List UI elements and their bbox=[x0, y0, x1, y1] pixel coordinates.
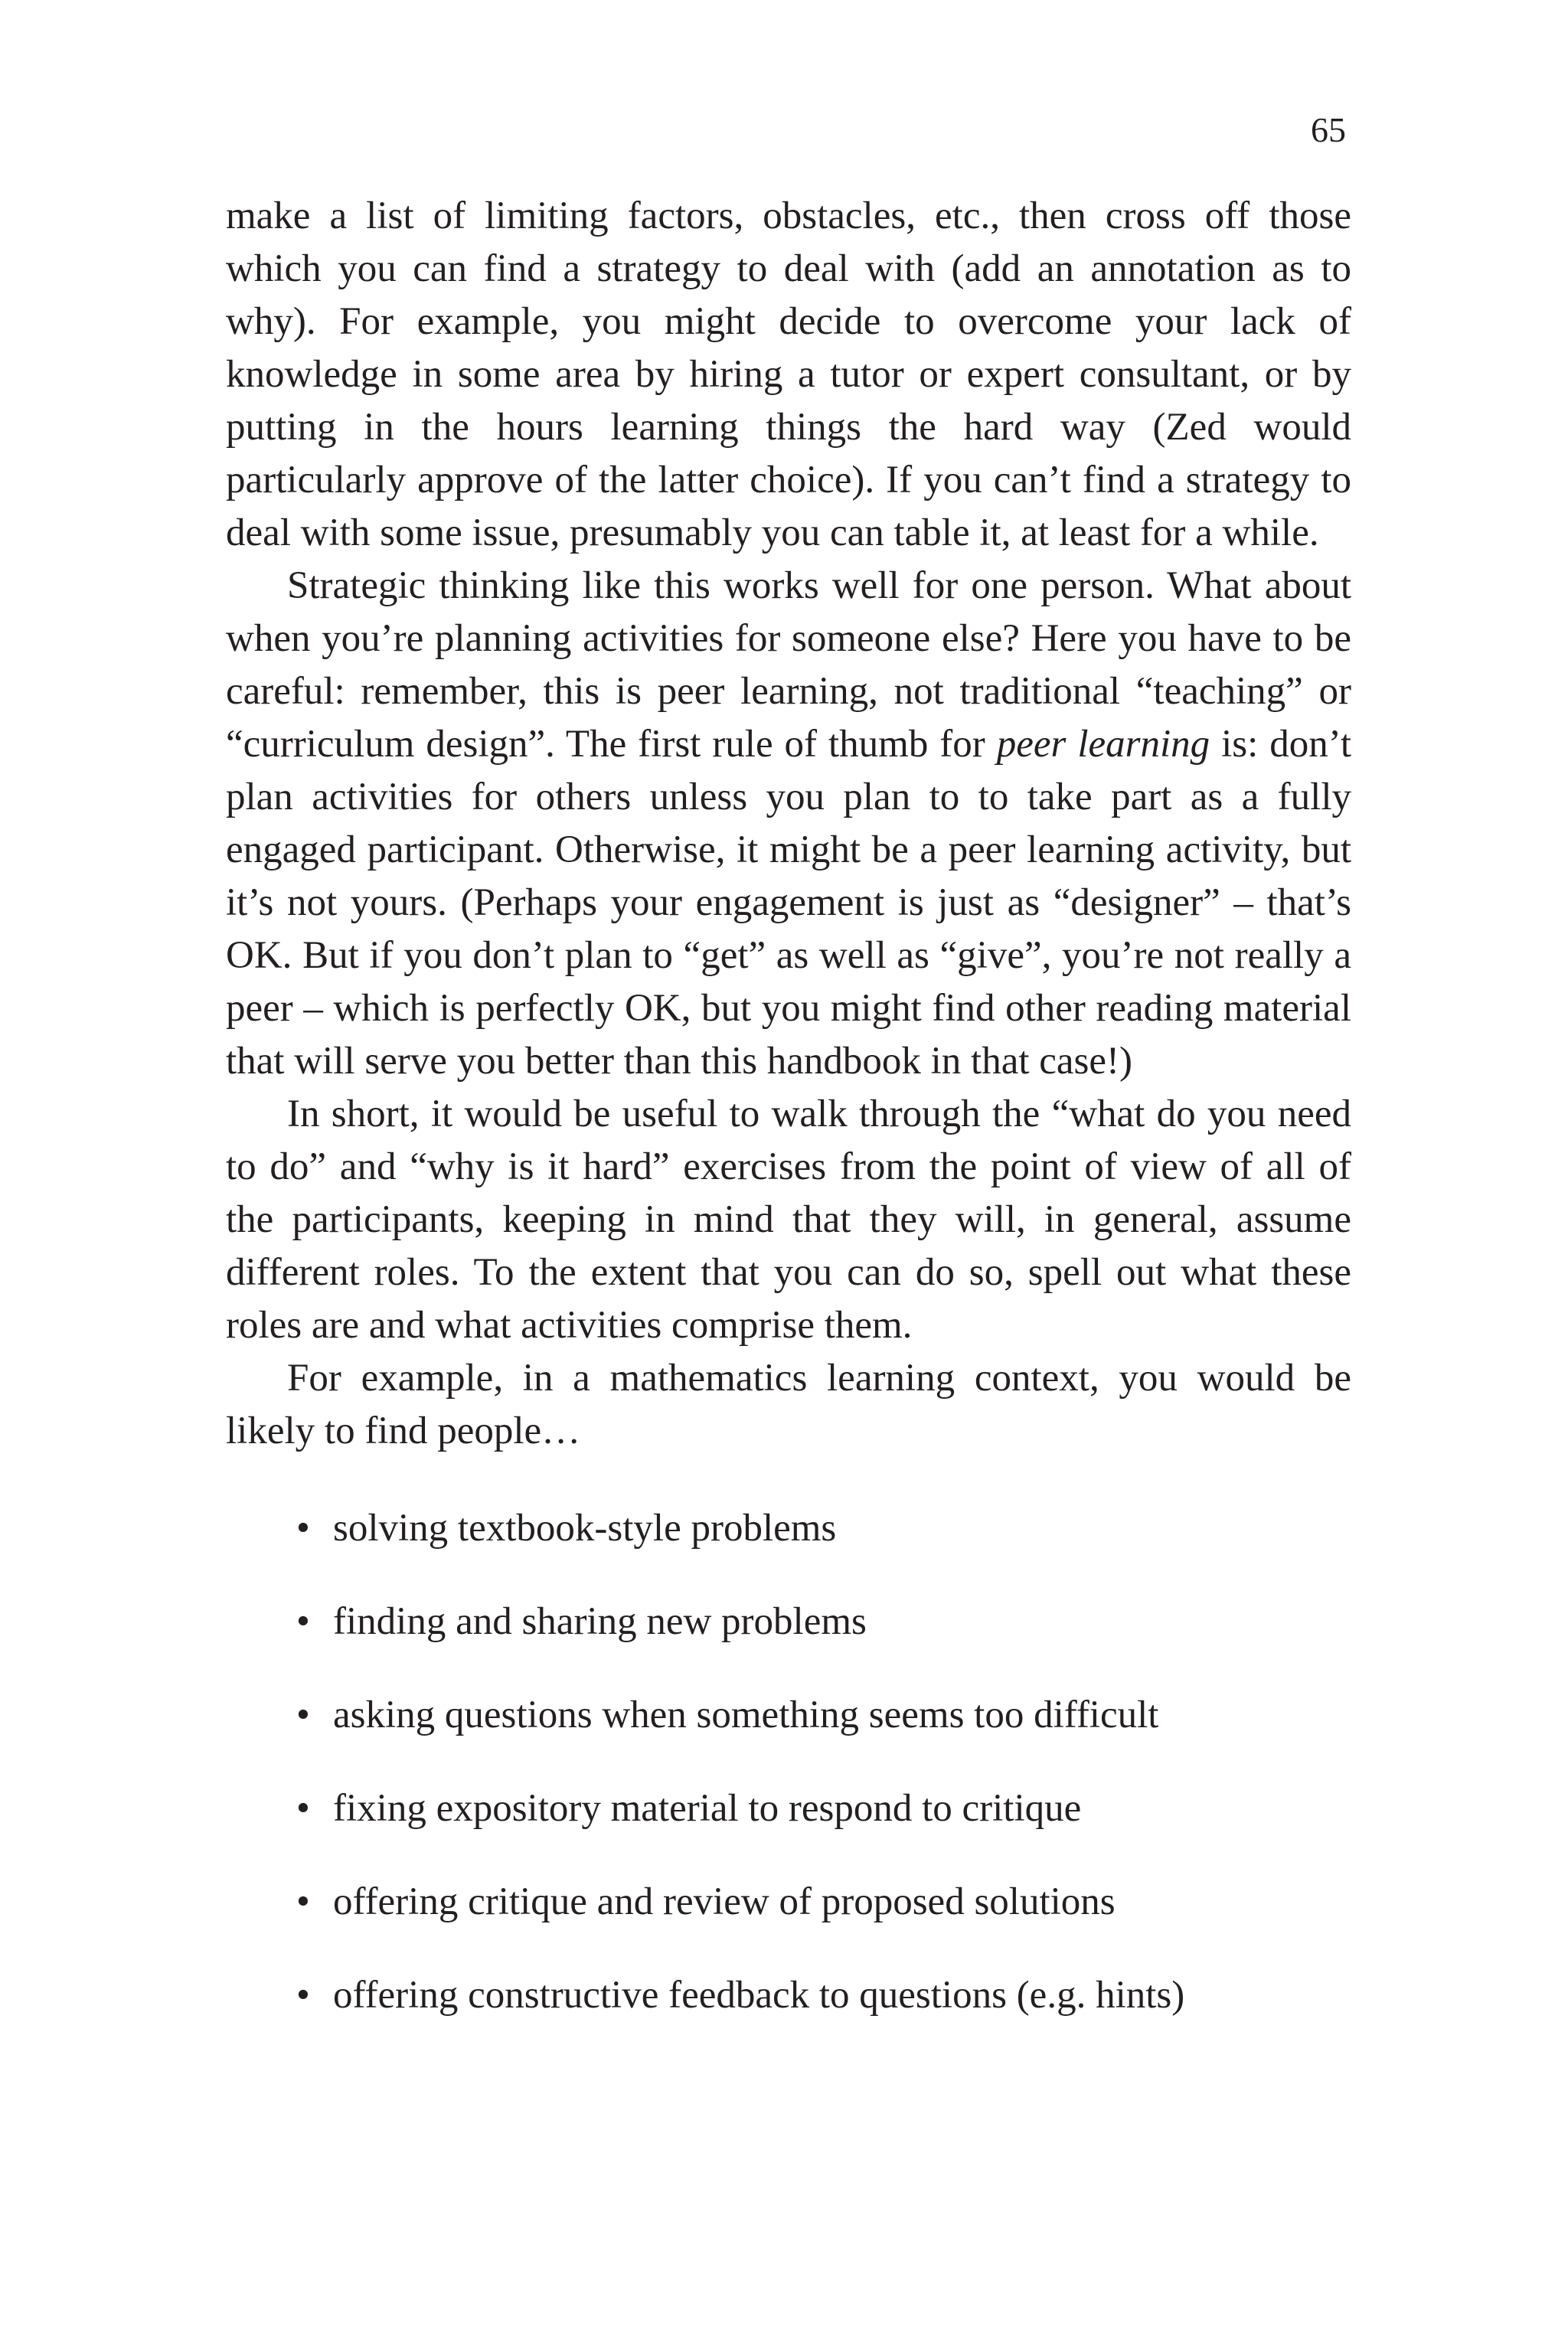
page-number: 65 bbox=[1311, 110, 1346, 149]
bullet-icon: • bbox=[296, 1787, 310, 1830]
list-item-text: offering constructive feedback to questions (e.g. hints) bbox=[333, 1974, 1185, 2017]
list-item bbox=[226, 1689, 1351, 1742]
list-item bbox=[226, 1596, 1351, 1648]
list-item bbox=[226, 1502, 1351, 1555]
paragraph-limiting-factors: make a list of limiting factors, obstacles, etc., then cross off those which you can find a strategy to deal with (add an annotation as to why). For example, you might decide to overcome your lack of knowledge in some area by hiring a tutor or expert consultant, or by putting in the hours learning things the hard way (Zed would particularly approve of the latter choice). If you can’t find a strategy to deal with some issue, presumably you can table it, at least for a while. bbox=[226, 194, 1351, 554]
list-item bbox=[226, 1969, 1351, 2022]
paragraph-strategic-thinking bbox=[226, 560, 1351, 1088]
paragraph-for-example: For example, in a mathematics learning context, you would be likely to find people… bbox=[226, 1357, 1351, 1452]
bullet-icon: • bbox=[296, 1507, 310, 1550]
list-item-text: finding and sharing new problems bbox=[333, 1600, 867, 1643]
paragraph-text-before-emphasis: Strategic thinking like this works well for one person. What about when you’re planning activities for someone else? Here you have to be careful: remember, this is peer learning, not traditional “teaching” or “curriculum design”. The first rule of thumb for bbox=[226, 564, 1351, 766]
list-item bbox=[226, 1782, 1351, 1835]
paragraph-text-after-emphasis: is: don’t plan activities for others unless you plan to to take part as a fully engaged participant. Otherwise, it might be a peer learning activity, but it’s not yours. (Perhaps your engagement is just as “designer” – that’s OK. But if you don’t plan to “get” as well as “give”, you’re not really a peer – which is perfectly OK, but you might find other reading material that will serve you better than this handbook in that case!) bbox=[226, 723, 1351, 1083]
list-item bbox=[226, 1876, 1351, 1929]
bullet-icon: • bbox=[296, 1694, 310, 1736]
bullet-icon: • bbox=[296, 1974, 310, 2017]
emphasis-peer-learning: peer learning bbox=[996, 723, 1210, 766]
list-item-text: offering critique and review of proposed solutions bbox=[333, 1880, 1116, 1923]
body-text bbox=[226, 190, 1351, 2063]
bullet-icon: • bbox=[296, 1880, 310, 1923]
list-item-text: asking questions when something seems too difficult bbox=[333, 1694, 1159, 1736]
activity-list bbox=[226, 1502, 1351, 2022]
list-item-text: fixing expository material to respond to critique bbox=[333, 1787, 1082, 1830]
bullet-icon: • bbox=[296, 1600, 310, 1643]
paragraph-in-short: In short, it would be useful to walk through the “what do you need to do” and “why is it hard” exercises from the point of view of all of the participants, keeping in mind that they will, in general, assume different roles. To the extent that you can do so, spell out what these roles are and what activities comprise them. bbox=[226, 1093, 1351, 1347]
list-item-text: solving textbook-style problems bbox=[333, 1507, 837, 1550]
